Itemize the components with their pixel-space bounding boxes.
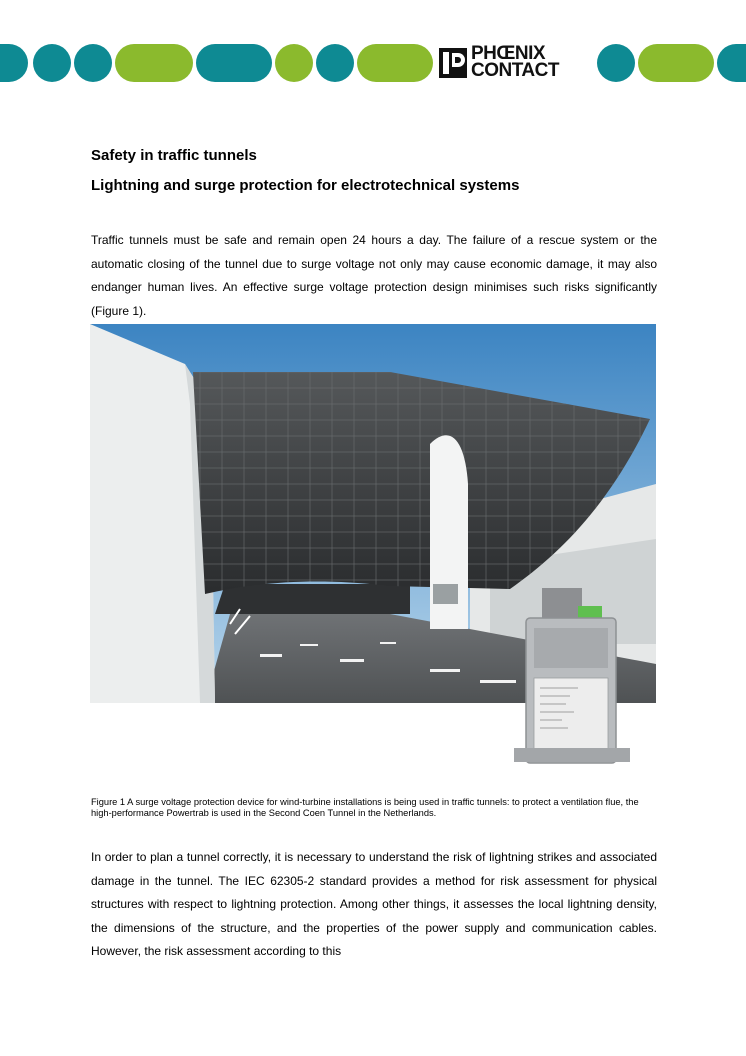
banner-pill: [33, 44, 71, 82]
banner-pill: [597, 44, 635, 82]
document-subtitle: Lightning and surge protection for electrotechnical systems: [91, 177, 520, 194]
banner-pill: [0, 44, 28, 82]
banner-pill: [275, 44, 313, 82]
banner-pill: [638, 44, 714, 82]
surge-protection-device-image: [508, 578, 636, 770]
logo-line1: PHŒNIX: [471, 43, 546, 64]
logo-line2: CONTACT: [471, 60, 559, 81]
logo-wordmark: [471, 45, 559, 79]
company-logo: [437, 44, 593, 82]
logo-mark-icon: [439, 48, 467, 78]
banner-pill: [316, 44, 354, 82]
body-paragraph: In order to plan a tunnel correctly, it is necessary to understand the risk of lightning strikes and associated damage in the tunnel. The IEC 62305-2 standard provides a method for risk assessment for physical structures with respect to lightning protection. Among other things, it assesses the local lightning density, the dimensions of the structure, and the properties of the power supply and communication cables. However, the risk assessment according to this: [91, 850, 657, 959]
banner-pill: [717, 44, 746, 82]
intro-paragraph: Traffic tunnels must be safe and remain open 24 hours a day. The failure of a rescue system or the automatic closing of the tunnel due to surge voltage not only may cause economic damage, it may also endanger human lives. An effective surge voltage protection design minimises such risks significantly (Figure 1).: [91, 233, 657, 318]
banner-pill: [357, 44, 433, 82]
banner-pill: [196, 44, 272, 82]
banner-pill: [74, 44, 112, 82]
header-banner: [0, 44, 746, 82]
banner-pill: [115, 44, 193, 82]
document-title: Safety in traffic tunnels: [91, 147, 257, 164]
figure-caption: Figure 1 A surge voltage protection device for wind-turbine installations is being used in traffic tunnels: to protect a ventilation flue, the high-performance Powertrab is used in the Second Coen Tunnel in the Netherlands.: [91, 797, 639, 818]
